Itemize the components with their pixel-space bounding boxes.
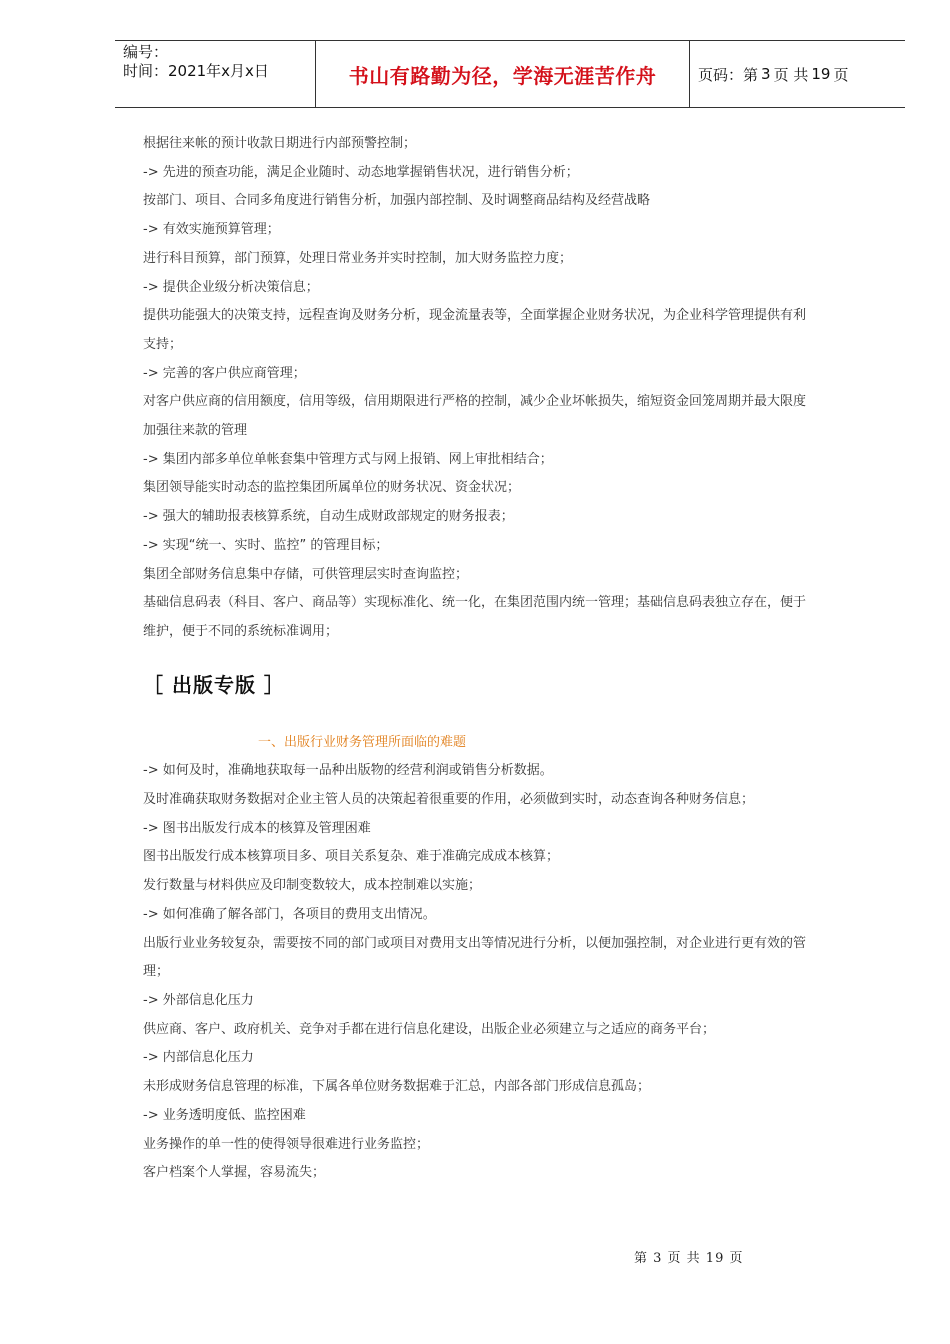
text-line: -> 外部信息化压力 (143, 992, 254, 1008)
text-line: -> 提供企业级分析决策信息； (143, 279, 319, 295)
text-line: 业务操作的单一性的使得领导很难进行业务监控； (143, 1136, 430, 1152)
text-line: 基础信息码表（科目、客户、商品等）实现标准化、统一化，在集团范围内统一管理；基础信息码表独立存在，便于 (143, 595, 807, 611)
text-line: 提供功能强大的决策支持，远程查询及财务分析，现金流量表等，全面掌握企业财务状况，为企业科学管理提供有利 (143, 308, 807, 324)
page-total: 19 (811, 65, 831, 83)
text-line: 出版行业业务较复杂，需要按不同的部门或项目对费用支出等情况进行分析，以便加强控制，对企业进行更有效的管 (143, 935, 807, 951)
text-line: 根据往来帐的预计收款日期进行内部预警控制； (143, 136, 417, 151)
text-line: -> 实现“统一、实时、监控” 的管理目标； (143, 537, 389, 553)
text-line: -> 完善的客户供应商管理； (143, 365, 306, 381)
text-line: -> 有效实施预算管理； (143, 222, 280, 238)
text-line: -> 内部信息化压力 (143, 1050, 254, 1066)
text-line: -> 图书出版发行成本的核算及管理困难 (143, 820, 371, 836)
header-meta (115, 41, 316, 107)
text-line: -> 如何准确了解各部门，各项目的费用支出情况。 (143, 906, 436, 922)
text-line: 及时准确获取财务数据对企业主管人员的决策起着很重要的作用，必须做到实时，动态查询各种财务信息； (143, 792, 755, 808)
text-line: 未形成财务信息管理的标准，下属各单位财务数据难于汇总，内部各部门形成信息孤岛； (143, 1079, 651, 1095)
text-line: 供应商、客户、政府机关、竞争对手都在进行信息化建设，出版企业必须建立与之适应的商务平台； (143, 1021, 716, 1037)
page-prefix: 页码：第 (698, 65, 759, 84)
text-line: -> 如何及时，准确地获取每一品种出版物的经营利润或销售分析数据。 (143, 763, 553, 779)
document-time-label: 时间：2021年x月x日 (123, 62, 269, 80)
motto-text: 书山有路勤为径，学海无涯苦作舟 (348, 63, 657, 88)
text-line: 按部门、项目、合同多角度进行销售分析，加强内部控制、及时调整商品结构及经营战略 (143, 193, 651, 209)
text-line: -> 集团内部多单位单帐套集中管理方式与网上报销、网上审批相结合； (143, 451, 553, 467)
document-body (143, 130, 883, 1188)
text-line: 加强往来款的管理 (143, 423, 248, 439)
top-paragraphs (143, 130, 883, 647)
text-line: 集团领导能实时动态的监控集团所属单位的财务状况、资金状况； (143, 480, 521, 496)
text-line: 对客户供应商的信用额度，信用等级，信用期限进行严格的控制，减少企业坏帐损失，缩短资金回笼周期并最大限度 (143, 394, 807, 410)
text-line: 进行科目预算，部门预算，处理日常业务并实时控制，加大财务监控力度； (143, 250, 573, 266)
text-line: 维护，便于不同的系统标准调用； (143, 623, 339, 639)
document-number-label: 编号： (123, 43, 169, 61)
header-motto (316, 41, 690, 107)
text-line: 图书出版发行成本核算项目多、项目关系复杂、难于准确完成成本核算； (143, 849, 560, 865)
text-line: 理； (143, 964, 170, 980)
section-title: ［ 出版专版 ］ (143, 672, 285, 697)
page-suffix: 页 (833, 65, 849, 84)
bottom-paragraphs (143, 757, 883, 1188)
text-line: -> 先进的预查功能，满足企业随时、动态地掌握销售状况，进行销售分析； (143, 164, 579, 180)
text-line: 客户档案个人掌握，容易流失； (143, 1165, 326, 1181)
header-page-number (690, 41, 905, 107)
page-header (115, 40, 905, 108)
text-line: 发行数量与材料供应及印制变数较大，成本控制难以实施； (143, 878, 482, 894)
text-line: 支持； (143, 336, 183, 352)
text-line: -> 业务透明度低、监控困难 (143, 1107, 306, 1123)
page-mid: 页 共 (773, 65, 809, 84)
text-line: -> 强大的辅助报表核算系统，自动生成财政部规定的财务报表； (143, 509, 514, 525)
page-current: 3 (761, 65, 771, 83)
section-subheading: 一、出版行业财务管理所面临的难题 (258, 734, 467, 750)
page-footer: 第 3 页 共 19 页 (634, 1251, 744, 1266)
text-line: 集团全部财务信息集中存储，可供管理层实时查询监控； (143, 566, 469, 582)
